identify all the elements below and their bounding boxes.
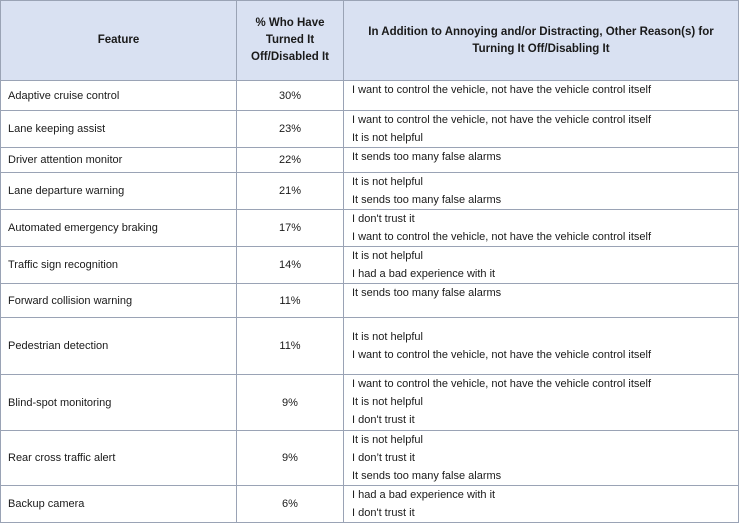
feature-cell: Lane departure warning [1,173,237,210]
header-reasons: In Addition to Annoying and/or Distracting, Other Reason(s) for Turning It Off/Disabling It [344,1,739,81]
header-feature: Feature [1,1,237,81]
header-row [1,1,739,81]
pct-cell: 6% [237,486,344,523]
pct-cell: 17% [237,210,344,247]
reason-line: I don't trust it [352,213,415,225]
table-row [1,210,739,247]
table-row [1,375,739,431]
reasons-cell [344,81,739,111]
table-row [1,111,739,148]
feature-cell: Traffic sign recognition [1,247,237,284]
reason-line: I had a bad experience with it [352,489,496,501]
reason-line: It is not helpful [352,132,423,144]
reason-line: I don’t trust it [352,452,415,464]
table-row [1,318,739,375]
reason-line: It sends too many false alarms [352,470,502,482]
reasons-cell [344,148,739,173]
pct-cell: 9% [237,375,344,431]
reason-line: I want to control the vehicle, not have the vehicle control itself [352,114,651,126]
table-body [1,81,739,523]
feature-cell: Rear cross traffic alert [1,431,237,486]
pct-cell: 30% [237,81,344,111]
table-row [1,431,739,486]
reason-line: I want to control the vehicle, not have the vehicle control itself [352,84,651,96]
header-pct: % Who Have Turned It Off/Disabled It [237,1,344,81]
feature-cell: Forward collision warning [1,284,237,318]
reason-line: I don't trust it [352,414,415,426]
feature-cell: Blind-spot monitoring [1,375,237,431]
pct-cell: 11% [237,318,344,375]
pct-cell: 22% [237,148,344,173]
reasons-cell [344,431,739,486]
reason-line: It sends too many false alarms [352,194,502,206]
pct-cell: 23% [237,111,344,148]
feature-cell: Automated emergency braking [1,210,237,247]
reasons-cell [344,284,739,318]
feature-cell: Backup camera [1,486,237,523]
pct-cell: 21% [237,173,344,210]
reasons-cell [344,210,739,247]
table-row [1,284,739,318]
reason-line: It is not helpful [352,250,423,262]
pct-cell: 11% [237,284,344,318]
table-row [1,486,739,523]
reasons-cell [344,375,739,431]
table-row [1,81,739,111]
pct-cell: 9% [237,431,344,486]
reasons-cell [344,111,739,148]
reason-line: It is not helpful [352,434,423,446]
pct-cell: 14% [237,247,344,284]
reasons-cell [344,173,739,210]
reasons-cell [344,486,739,523]
reason-line: I want to control the vehicle, not have the vehicle control itself [352,231,651,243]
reason-line: I had a bad experience with it [352,268,496,280]
reasons-cell [344,247,739,284]
feature-cell: Lane keeping assist [1,111,237,148]
feature-cell: Adaptive cruise control [1,81,237,111]
reason-line: It sends too many false alarms [352,287,502,299]
reason-line: It is not helpful [352,176,423,188]
table-row [1,173,739,210]
feature-cell: Pedestrian detection [1,318,237,375]
feature-cell: Driver attention monitor [1,148,237,173]
table-row [1,148,739,173]
reason-line: It is not helpful [352,396,423,408]
reason-line: I want to control the vehicle, not have the vehicle control itself [352,349,651,361]
reason-line: It is not helpful [352,331,423,343]
reason-line: I want to control the vehicle, not have the vehicle control itself [352,378,651,390]
table-row [1,247,739,284]
reason-line: It sends too many false alarms [352,151,502,163]
reason-line: I don't trust it [352,507,415,519]
reasons-cell [344,318,739,375]
